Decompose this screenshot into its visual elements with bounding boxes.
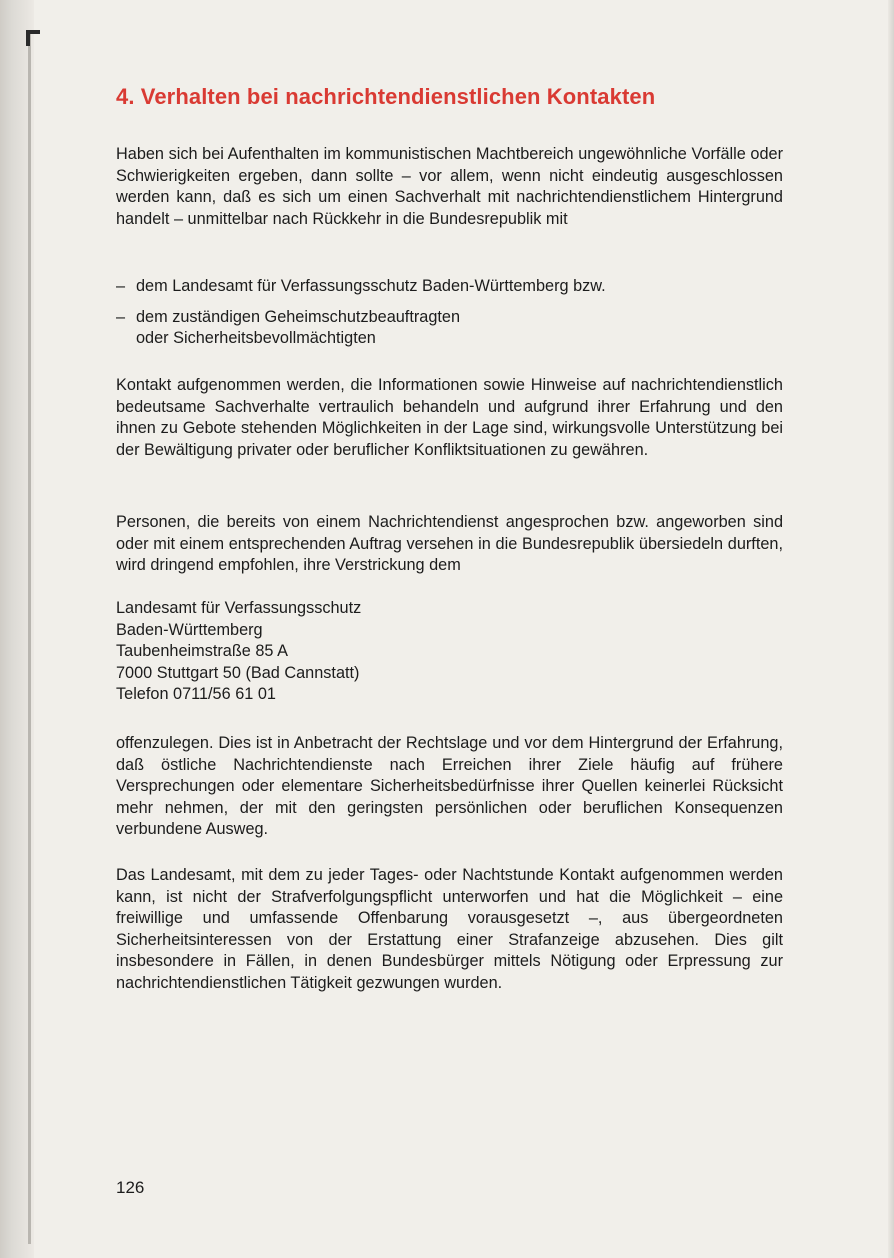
address-line: 7000 Stuttgart 50 (Bad Cannstatt) xyxy=(116,663,360,682)
address-line: Taubenheimstraße 85 A xyxy=(116,642,288,661)
recruited-paragraph: Personen, die bereits von einem Nachrichtendienst angesprochen bzw. angeworben sind oder mit einem entsprechenden Auftrag versehen in die Bundesrepublik übersiedeln durften, wird dringend empfohlen, ihre Verstrickung dem xyxy=(116,513,783,575)
list-dash: – xyxy=(116,307,126,326)
page-edge-shadow xyxy=(888,0,894,1258)
list-item-text: dem Landesamt für Verfassungsschutz Baden-Württemberg bzw. xyxy=(136,277,606,295)
intro-paragraph: Haben sich bei Aufenthalten im kommunistischen Machtbereich ungewöhnliche Vorfälle oder Schwierigkeiten ergeben, dann sollte – vor allem, wenn nicht eindeutig ausgeschlossen werden kann, daß es sich um einen Sachverhalt mit nachrichtendienstlichem Hintergrund handelt – unmittelbar nach Rückkehr in die Bundesrepublik mit xyxy=(116,145,783,228)
disclose-paragraph: offenzulegen. Dies ist in Anbetracht der Rechtslage und vor dem Hintergrund der Erfahrung, daß östliche Nachrichtendienste nach Erreichen ihrer Ziele häufig auf frühere Versprechungen oder elementare Sicherheitsbedürfnisse ihrer Quellen keinerlei Rücksicht mehr nehmen, der mit den geringsten persönlichen oder beruflichen Konsequenzen verbundene Ausweg. xyxy=(116,734,783,839)
address-line: Baden-Württemberg xyxy=(116,620,263,639)
contact-paragraph: Kontakt aufgenommen werden, die Informationen sowie Hinweise auf nachrichtendienstlich bedeutsame Sachverhalte vertraulich behandeln und aufgrund ihrer Erfahrung und den ihnen zu Gebote stehenden Möglichkeiten in der Lage sind, wirkungsvolle Unterstützung bei der Bewältigung privater oder beruflicher Konfliktsituationen zu gewähren. xyxy=(116,376,783,459)
list-item-text: dem zuständigen Geheimschutzbeauftragten xyxy=(136,307,461,326)
crop-mark-vertical xyxy=(26,30,30,46)
address-phone: Telefon 0711/56 61 01 xyxy=(116,685,276,704)
section-heading: 4. Verhalten bei nachrichtendienstlichen Kontakten xyxy=(116,84,656,109)
page-number: 126 xyxy=(116,1178,145,1197)
list-item xyxy=(116,307,783,350)
list-dash: – xyxy=(116,277,126,295)
office-paragraph: Das Landesamt, mit dem zu jeder Tages- oder Nachtstunde Kontakt aufgenommen werden kann, ist nicht der Strafverfolgungspflicht unterworfen und hat die Möglichkeit – eine freiwillige und umfassende Offenbarung vorausgesetzt –, aus übergeordneten Sicherheitsinteressen von der Erstattung einer Strafanzeige abzusehen. Dies gilt insbesondere in Fällen, in denen Bundesbürger mittels Nötigung oder Erpressung zur nachrichtendienstlichen Tätigkeit gezwungen wurden. xyxy=(116,866,783,992)
address-line: Landesamt für Verfassungsschutz xyxy=(116,599,362,617)
list-item xyxy=(116,276,783,298)
contact-list xyxy=(116,276,783,359)
office-address xyxy=(116,598,783,706)
list-item-text-continued: oder Sicherheitsbevollmächtigten xyxy=(136,329,376,348)
binding-line xyxy=(28,34,31,1244)
